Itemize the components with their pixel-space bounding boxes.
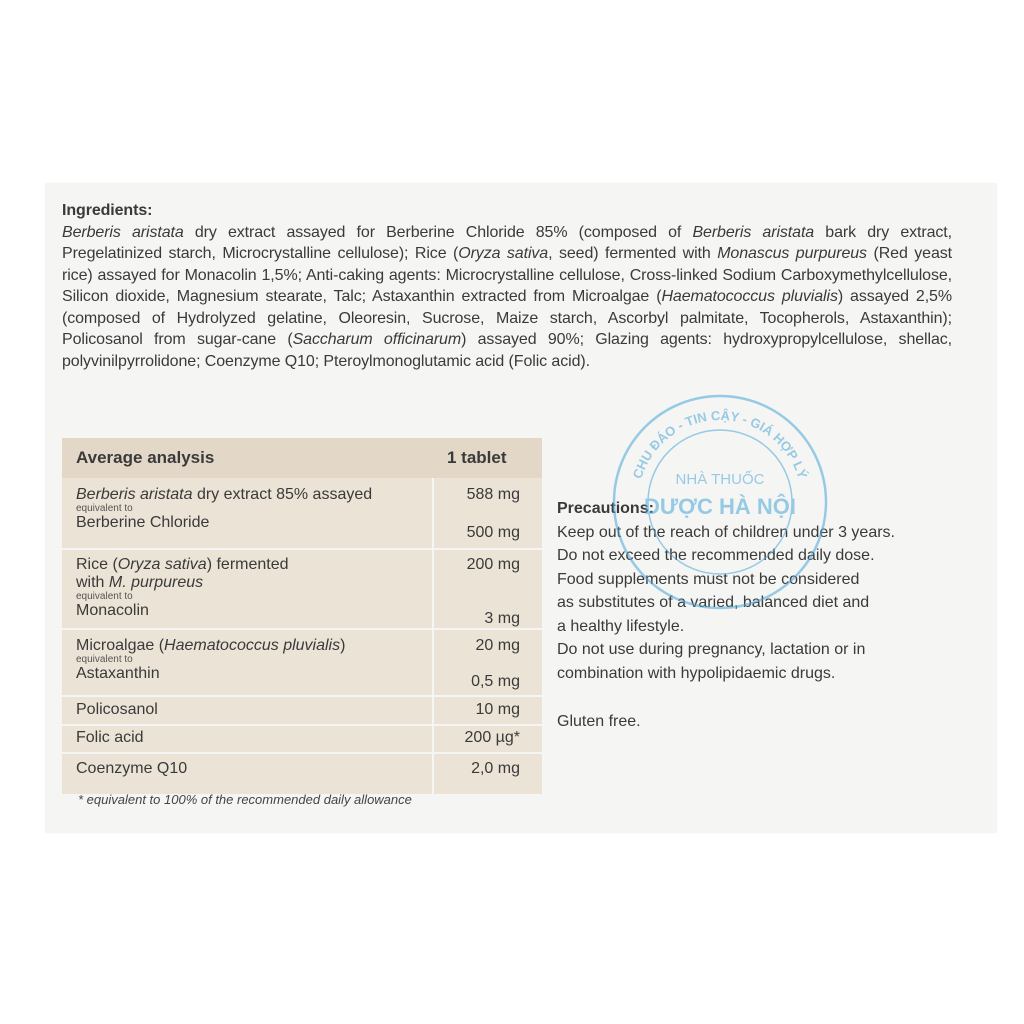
- ingredients-text-06: , seed) fermented with: [548, 245, 718, 262]
- row-name: Coenzyme Q10: [76, 760, 188, 777]
- row-name-text: Rice (: [76, 556, 118, 573]
- precaution-line-4: as substitutes of a varied, balanced diet and: [557, 594, 870, 611]
- row-value: 2,0 mg: [471, 760, 520, 777]
- row-name-italic: Berberis aristata: [76, 486, 193, 503]
- equivalent-label: equivalent to: [76, 591, 133, 602]
- row-name: Policosanol: [76, 701, 158, 718]
- ingredients-text-08: (Red yeast rice) assayed for Monacolin 1,5%; Anti-caking agents: Microcrystalline cellulose, Cross-linked Sodium Carboxymethylcellulose, Silicon dioxide, Magnesium stearate, Talc; Astaxanthin extracted from Microalgae (: [62, 245, 952, 305]
- row-divider: [62, 724, 542, 726]
- row-name-text-2: ) fermented: [206, 556, 289, 573]
- row-name: [76, 556, 426, 620]
- row-sub-name: Astaxanthin: [76, 665, 160, 682]
- precaution-line-7: combination with hypolipidaemic drugs.: [557, 664, 836, 682]
- ingredients-text-03: Berberis aristata: [692, 223, 815, 241]
- row-divider: [62, 695, 542, 697]
- stamp-top-text: NHÀ THUỐC: [675, 471, 765, 488]
- row-divider: [62, 548, 542, 550]
- precaution-line-6: Do not use during pregnancy, lactation or in: [557, 641, 866, 658]
- ingredients-heading: Ingredients:: [62, 202, 153, 219]
- row-value: 20 mg: [475, 637, 520, 654]
- precautions-section: [557, 497, 957, 685]
- row-value: 10 mg: [475, 701, 520, 718]
- gluten-free-note: Gluten free.: [557, 713, 641, 730]
- ingredients-text-09: Haematococcus pluvialis: [661, 288, 838, 305]
- ingredients-text-10: ) assayed 2,5% (composed of Hydrolyzed gelatine, Oleoresin, Sucrose, Maize starch, Ascorbyl palmitate, Tocopherols, Astaxanthin); Policosanol from sugar-cane (: [62, 288, 952, 348]
- row-value: 200 mg: [466, 556, 520, 573]
- equivalent-label: equivalent to: [76, 654, 133, 665]
- ingredients-text-04: bark dry extract, Pregelatinized starch, Microcrystalline cellulose); Rice (: [62, 223, 952, 262]
- ingredients-text-07: Monascus purpureus: [717, 245, 867, 262]
- ingredients-text-12: ) assayed 90%; Glazing agents: hydroxypropylcellulose, shellac, polyvinilpyrrolidone; Coenzyme Q10; Pteroylmonoglutamic acid (Folic acid).: [62, 331, 952, 370]
- ingredients-text-01: Berberis aristata: [62, 223, 184, 241]
- ingredients-section: [62, 200, 952, 372]
- precautions-heading: Precautions:: [557, 500, 654, 517]
- row-name: Folic acid: [76, 729, 144, 746]
- row-sub-value: 3 mg: [484, 610, 520, 627]
- row-name: [76, 486, 426, 532]
- average-analysis-table: [62, 438, 542, 794]
- row-name: [76, 637, 426, 683]
- precaution-line-5: a healthy lifestyle.: [557, 617, 685, 635]
- row-divider: [62, 752, 542, 754]
- row-sub-name: Monacolin: [76, 602, 149, 619]
- row-name-line2-italic: M. purpureus: [108, 574, 204, 591]
- analysis-table-header: [62, 438, 542, 478]
- analysis-footnote: * equivalent to 100% of the recommended daily allowance: [78, 792, 412, 807]
- row-name-italic: Oryza sativa: [117, 556, 207, 573]
- ingredients-text-02: dry extract assayed for Berberine Chloride 85% (composed of: [183, 223, 693, 241]
- equivalent-label: equivalent to: [76, 503, 133, 514]
- row-name-text: Microalgae (: [76, 637, 165, 654]
- row-divider: [62, 628, 542, 630]
- analysis-header-value: 1 tablet: [447, 448, 507, 467]
- analysis-header-name: Average analysis: [76, 448, 215, 467]
- row-value: 200 µg*: [464, 729, 520, 746]
- stamp-arc-text: CHU ĐÁO - TIN CẬY - GIÁ HỢP LÝ: [629, 407, 811, 481]
- row-name-text-2: ): [340, 637, 346, 654]
- row-value: 588 mg: [466, 486, 520, 503]
- row-name-italic: Haematococcus pluvialis: [164, 637, 341, 654]
- row-sub-name: Berberine Chloride: [76, 514, 210, 531]
- stamp-main-text: DƯỢC HÀ NỘI: [644, 494, 796, 519]
- row-name-line2: with: [76, 574, 109, 591]
- column-divider: [432, 478, 434, 794]
- precaution-line-3: Food supplements must not be considered: [557, 570, 860, 588]
- row-name-text: dry extract 85% assayed: [192, 486, 373, 503]
- ingredients-text-11: Saccharum officinarum: [292, 331, 462, 348]
- precaution-line-1: Keep out of the reach of children under 3 years.: [557, 523, 895, 541]
- precaution-line-2: Do not exceed the recommended daily dose.: [557, 547, 875, 564]
- row-sub-value: 0,5 mg: [471, 673, 520, 690]
- row-sub-value: 500 mg: [466, 524, 520, 541]
- ingredients-text-05: Oryza sativa: [458, 245, 549, 262]
